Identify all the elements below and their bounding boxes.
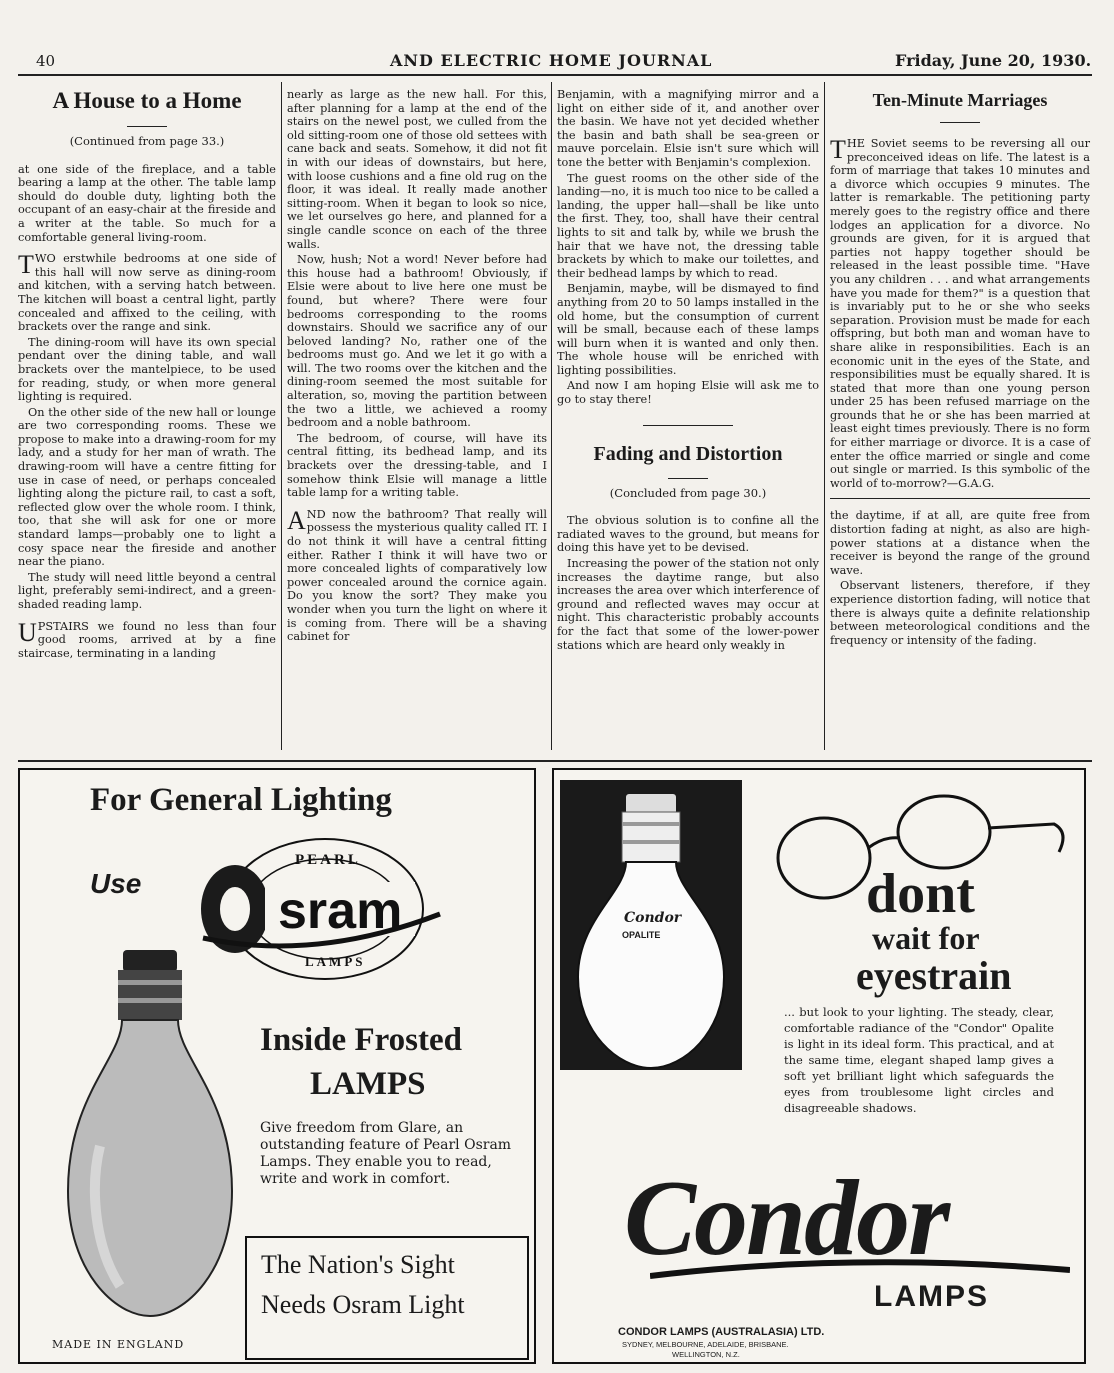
- section-rule: [830, 498, 1090, 499]
- article-title: Ten-Minute Marriages: [872, 90, 1048, 110]
- paragraph: Now, hush; Not a word! Never before had this house had a bathroom! Obviously, if Elsie were about to live here one must be found, but where? There were four bedrooms corresponding to the rooms downstairs. Should we sacrifice any of our beloved landing? No, rather one of the bedrooms must go. And we let it go with a will. The two rooms over the kitchen and the dining-room seemed the most suitable for alteration, so, moving the partition between the two a little, we achieved a roomy bedroom and a noble bathroom.: [287, 253, 547, 430]
- page-header: [0, 46, 1114, 76]
- article-title: Fading and Distortion: [593, 442, 783, 465]
- logo-swash: [650, 1254, 1070, 1284]
- ad-headline: For General Lighting: [90, 782, 392, 818]
- page-number: 40: [36, 52, 56, 70]
- header-rule: [18, 74, 1092, 76]
- osram-lamps-text: LAMPS: [305, 954, 366, 969]
- eyestrain-text: eyestrain: [856, 953, 1012, 998]
- issue-date: Friday, June 20, 1930.: [895, 51, 1092, 70]
- drop-cap: A: [287, 505, 306, 535]
- paragraph: Increasing the power of the station not only increases the daytime range, but also increases the area over which interference of ground and reflected waves may occur at night. This characteristic probably accounts for the fact that some of the lower-power stations which are heard only weakly in: [557, 557, 819, 652]
- paragraph: The dining-room will have its own special pendant over the dining table, and wall brackets over the mantelpiece, to be used for reading, study, or when more general lighting is required.: [18, 335, 276, 404]
- condor-ad-body: ... but look to your lighting. The steady, clear, comfortable radiance of the "Condor" Opalite is light in its ideal form. This practical, and at the same time, elegant shaped lamp gives a soft yet brilliant light which safeguards the eyes from troublesome light circles and disagreeable shadows.: [784, 1005, 1054, 1115]
- osram-pearl-text: PEARL: [295, 852, 361, 868]
- paragraph: at one side of the fireplace, and a table bearing a lamp at the other. The table lamp should do double duty, lighting both the occupant of an easy-chair at the fireside and a writer at the table. So much for a comfortable general living-room.: [18, 162, 276, 244]
- drop-cap: T: [18, 250, 34, 280]
- ad-subhead-2: LAMPS: [310, 1066, 426, 1102]
- paragraph: The bedroom, of course, will have its central fitting, its bedhead lamp, and its brackets over the dressing-table, and I somehow think Elsie will manage a little table lamp for a writing table.: [287, 431, 547, 500]
- paragraph: The obvious solution is to confine all the radiated waves to the ground, but means for doing this have yet to be devised.: [557, 514, 819, 555]
- section-rule: [643, 425, 733, 426]
- column-divider: [551, 82, 552, 750]
- paragraph: AND now the bathroom? That really will possess the mysterious quality called IT. I do not think it will have a central fitting either. Rather I think it will have two or more concealed lights of comparatively low power concealed around the cornice again. Do you know the sort? They make you wonder when you turn the light on where it is coming from. There will be a shaving cabinet for: [287, 505, 547, 644]
- concluded-note: (Concluded from page 30.): [609, 485, 767, 500]
- paragraph: On the other side of the new hall or lounge are two corresponding rooms. These we propose to make into a drawing-room for my lady, and a study for her man of wrath. The drawing-room will have a centre fitting for use in case of need, or perhaps concealed lighting along the picture rail, to cast a soft, reflected glow over the whole room. I think, too, that she will ask for one or more standard lamps—probably one to light a cosy space near the fireside and another near the piano.: [18, 405, 276, 569]
- condor-advertisement: [552, 768, 1086, 1364]
- article-column-3: [557, 88, 819, 654]
- paragraph: UPSTAIRS we found no less than four good rooms, arrived at by a fine staircase, terminating in a landing: [18, 617, 276, 660]
- paragraph: the daytime, if at all, are quite free from distortion fading at night, as also are high-power stations at a distance when the receiver is beyond the range of the ground wave.: [830, 509, 1090, 577]
- paragraph: TWO erstwhile bedrooms at one side of this hall will now serve as dining-room and kitchen, with a serving hatch between. The kitchen will boast a central light, partly concealed and affixed to the ceiling, with brackets over the range and sink.: [18, 250, 276, 334]
- paragraph: Benjamin, with a magnifying mirror and a light on either side of it, and another over the basin. We have not yet decided whether the basin and bath shall be sea-green or mauve porcelain. Elsie isn't sure which will tone the better with Benjamin's complexion.: [557, 88, 819, 169]
- company-cities-2: WELLINGTON, N.Z.: [672, 1350, 740, 1359]
- paragraph: THE Soviet seems to be reversing all our preconceived ideas on life. The latest is a form of marriage that takes 10 minutes and a divorce which occupies 9 minutes. The latter is remarkable. The petitioning party merely goes to the registry office and there lodges an application for a divorce. No grounds are given, for it is argued that parties not happy together should be released in the least possible time. "Have you any children . . . and what arrangements have you made for them?" is a question that is invariably put to he or she who seeks separation. Provision must be made for each offspring, but both man and woman have to share alike in responsibilities. Each is an economic unit in the eyes of the State, and responsibilities must be equally shared. It is stated that more than one young person under 25 has been refused marriage on the grounds that he or she has been married at least eight times previously. There is no form for either marriage or divorce. It is a case of enter the office married or single and come out single or married. Is this symbolic of the world of to-morrow?—G.A.G.: [830, 135, 1090, 490]
- paragraph: Benjamin, maybe, will be dismayed to find anything from 20 to 50 lamps installed in the old home, but the consumption of current will be small, because each of these lamps will burn when it is wanted and only then. The whole house will be enriched with lighting possibilities.: [557, 282, 819, 377]
- company-cities: SYDNEY, MELBOURNE, ADELAIDE, BRISBANE.: [622, 1340, 789, 1349]
- condor-logo: Condor: [624, 1159, 949, 1278]
- paragraph: The study will need little beyond a central light, preferably semi-indirect, and a green-shaded reading lamp.: [18, 570, 276, 611]
- paragraph: And now I am hoping Elsie will ask me to go to stay there!: [557, 379, 819, 407]
- ad-body: Give freedom from Glare, an outstanding feature of Pearl Osram Lamps. They enable you to read, write and work in comfort.: [260, 1120, 512, 1187]
- wait-for-text: wait for: [872, 920, 980, 956]
- journal-title: AND ELECTRIC HOME JOURNAL: [390, 51, 713, 70]
- drop-cap: U: [18, 617, 37, 647]
- title-rule: [940, 122, 980, 123]
- title-rule: [668, 478, 708, 479]
- article-column-2: [287, 88, 547, 646]
- slogan-line-2: Needs Osram Light: [261, 1290, 465, 1319]
- article-title: A House to a Home: [52, 88, 242, 113]
- condor-lamps-text: LAMPS: [874, 1280, 989, 1313]
- slogan-line-1: The Nation's Sight: [261, 1250, 455, 1279]
- title-rule: [127, 126, 167, 127]
- ad-subhead-1: Inside Frosted: [260, 1022, 462, 1058]
- column-divider: [281, 82, 282, 750]
- paragraph: nearly as large as the new hall. For this, after planning for a lamp at the end of the stairs on the newel post, we culled from the old sitting-room one of those old settees with cane back and seats. Somehow, it did not fit in with our ideas of downstairs, but here, with loose cushions and a fine old rug on the floor, it was ideal. It really made another sitting-room. When it began to look so nice, we let ourselves go here, and planned for a single candle sconce on each of the three walls.: [287, 88, 547, 251]
- article-column-1: [18, 88, 276, 662]
- column-divider: [824, 82, 825, 750]
- content-bottom-rule: [18, 760, 1092, 762]
- frosted-bulb-illustration: [60, 946, 240, 1326]
- slogan-box: [245, 1236, 529, 1360]
- osram-brand-text: sram: [278, 882, 403, 940]
- bulb-type-label: OPALITE: [622, 930, 661, 940]
- ad-use-text: Use: [90, 868, 142, 899]
- dont-text: dont: [866, 863, 975, 925]
- article-column-4: [830, 88, 1090, 649]
- continued-note: (Continued from page 33.): [69, 134, 225, 148]
- osram-advertisement: [18, 768, 536, 1364]
- drop-cap: T: [830, 135, 846, 164]
- made-in-label: MADE IN ENGLAND: [52, 1338, 185, 1351]
- bulb-brand-label: Condor: [624, 910, 682, 926]
- paragraph: Observant listeners, therefore, if they experience distortion fading, will notice that there is always quite a definite relationship between meteorological conditions and the frequency or intensity of the fading.: [830, 579, 1090, 647]
- paragraph: The guest rooms on the other side of the landing—no, it is much too nice to be called a landing, the upper hall—shall be like unto the first. They, too, shall have their central lights to sit and talk by, while we brush the hair that we have not, the dressing table brackets by which to make our toilettes, and their bedhead lamps by which to read.: [557, 171, 819, 280]
- company-name: CONDOR LAMPS (AUSTRALASIA) LTD.: [618, 1326, 825, 1338]
